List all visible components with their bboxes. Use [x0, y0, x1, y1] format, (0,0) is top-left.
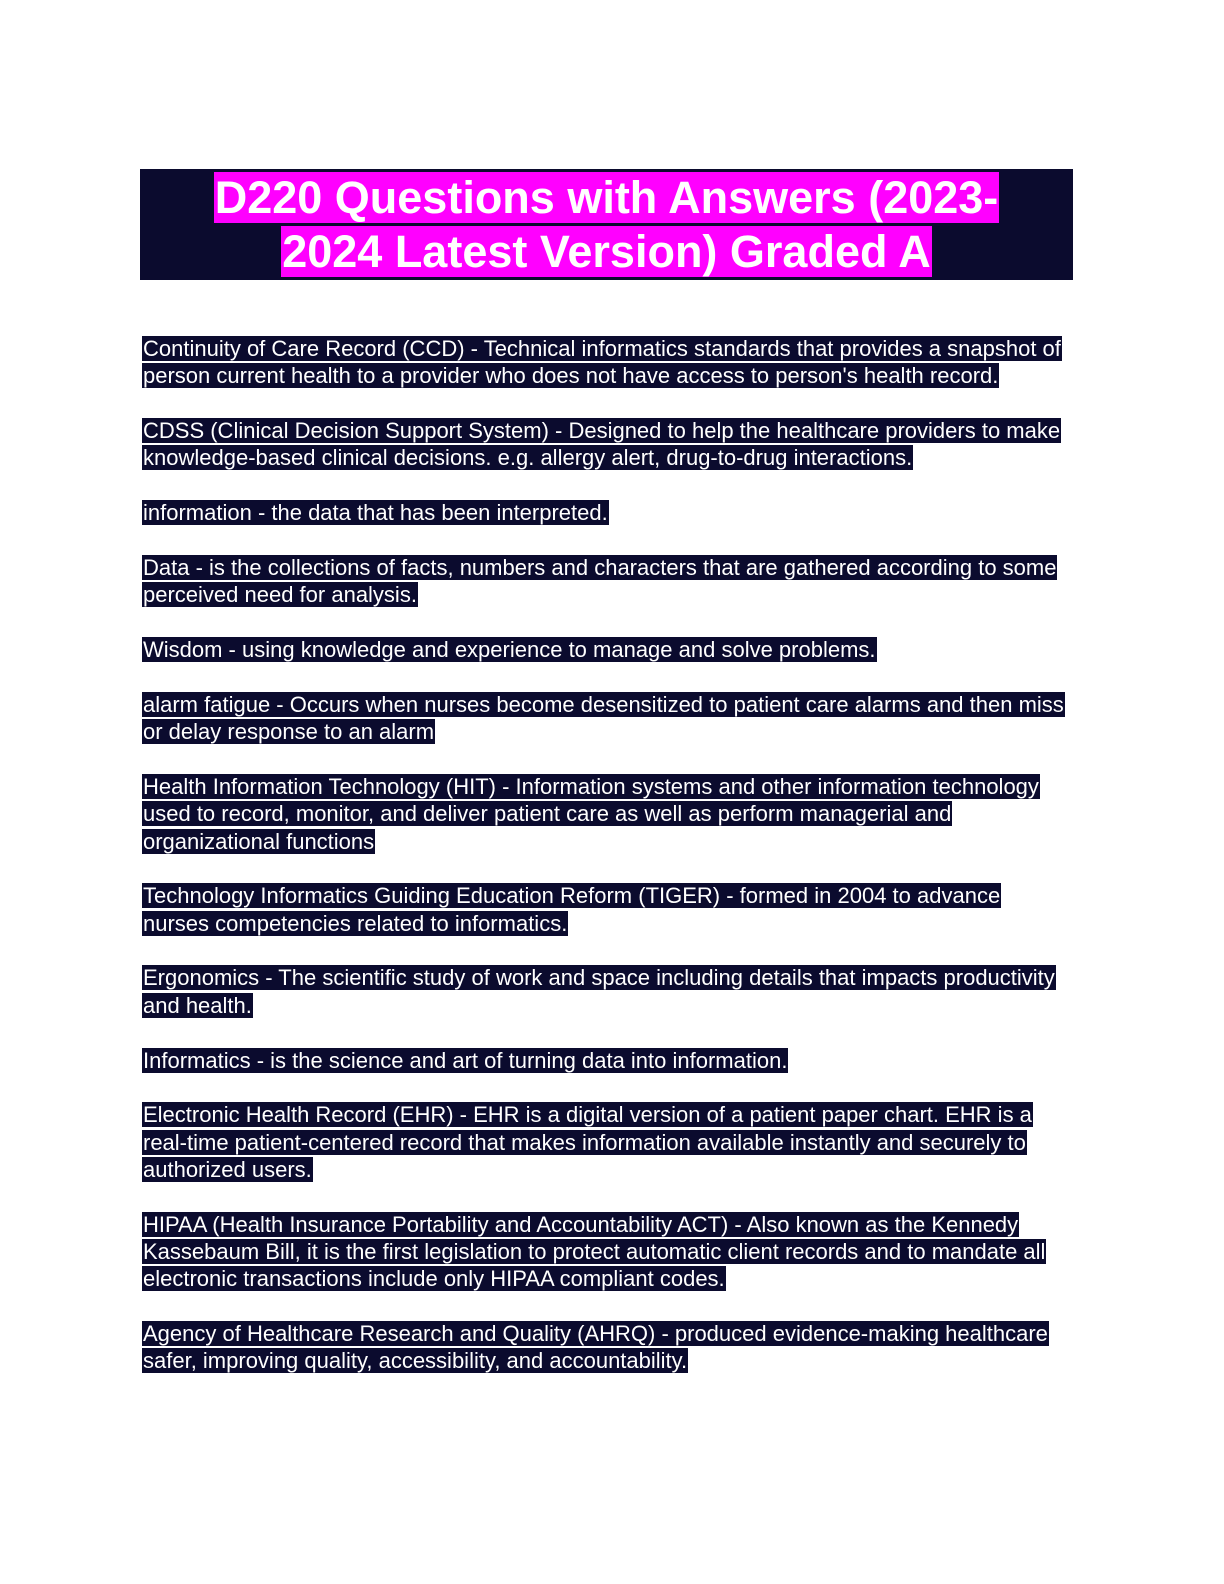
glossary-entry-hit	[142, 773, 1072, 855]
entry-text: HIPAA (Health Insurance Portability and Accountability ACT) - Also known as the Kennedy Kassebaum Bill, it is the first legislation to protect automatic client records and to mandate all electronic transactions include only HIPAA compliant codes.	[143, 1211, 1046, 1292]
entry-text: Ergonomics - The scientific study of work and space including details that impacts productivity and health.	[143, 965, 1055, 1018]
glossary-list	[142, 335, 1072, 1402]
entry-text: Electronic Health Record (EHR) - EHR is a digital version of a patient paper chart. EHR is a real-time patient-centered record that makes information available instantly and securely to authorized users.	[143, 1102, 1032, 1182]
glossary-entry-cdss	[142, 417, 1072, 472]
title-line-1: D220 Questions with Answers (2023-	[214, 171, 999, 223]
title-banner	[140, 169, 1073, 280]
entry-text: CDSS (Clinical Decision Support System) - Designed to help the healthcare providers to make knowledge-based clinical decisions. e.g. allergy alert, drug-to-drug interactions.	[143, 418, 1061, 471]
entry-text: Technology Informatics Guiding Education Reform (TIGER) - formed in 2004 to advance nurses competencies related to informatics.	[143, 883, 1001, 936]
entry-text: Agency of Healthcare Research and Quality (AHRQ) - produced evidence-making healthcare safer, improving quality, accessibility, and accountability.	[143, 1321, 1048, 1374]
glossary-entry-ahrq	[142, 1320, 1072, 1375]
entry-text: alarm fatigue - Occurs when nurses become desensitized to patient care alarms and then miss or delay response to an alarm	[143, 691, 1064, 745]
glossary-entry-information	[142, 499, 1072, 526]
glossary-entry-tiger	[142, 882, 1072, 937]
document-title	[140, 171, 1073, 279]
glossary-entry-informatics	[142, 1047, 1072, 1074]
title-line-2: 2024 Latest Version) Graded A	[282, 225, 931, 277]
glossary-entry-ccd	[142, 335, 1072, 390]
entry-text: Data - is the collections of facts, numbers and characters that are gathered according to some perceived need for analysis.	[143, 554, 1057, 608]
entry-text: Wisdom - using knowledge and experience to manage and solve problems.	[143, 637, 876, 663]
glossary-entry-ehr	[142, 1101, 1072, 1183]
glossary-entry-hipaa	[142, 1211, 1072, 1293]
entry-text: Continuity of Care Record (CCD) - Technical informatics standards that provides a snapshot of person current health to a provider who does not have access to person's health record.	[143, 336, 1061, 389]
entry-text: Informatics - is the science and art of turning data into information.	[143, 1047, 788, 1073]
glossary-entry-alarm-fatigue	[142, 691, 1072, 746]
entry-text: Health Information Technology (HIT) - Information systems and other information technology used to record, monitor, and deliver patient care as well as perform managerial and organizational functions	[143, 773, 1039, 854]
entry-text: information - the data that has been interpreted.	[143, 500, 608, 526]
glossary-entry-wisdom	[142, 636, 1072, 663]
glossary-entry-data	[142, 554, 1072, 609]
glossary-entry-ergonomics	[142, 964, 1072, 1019]
